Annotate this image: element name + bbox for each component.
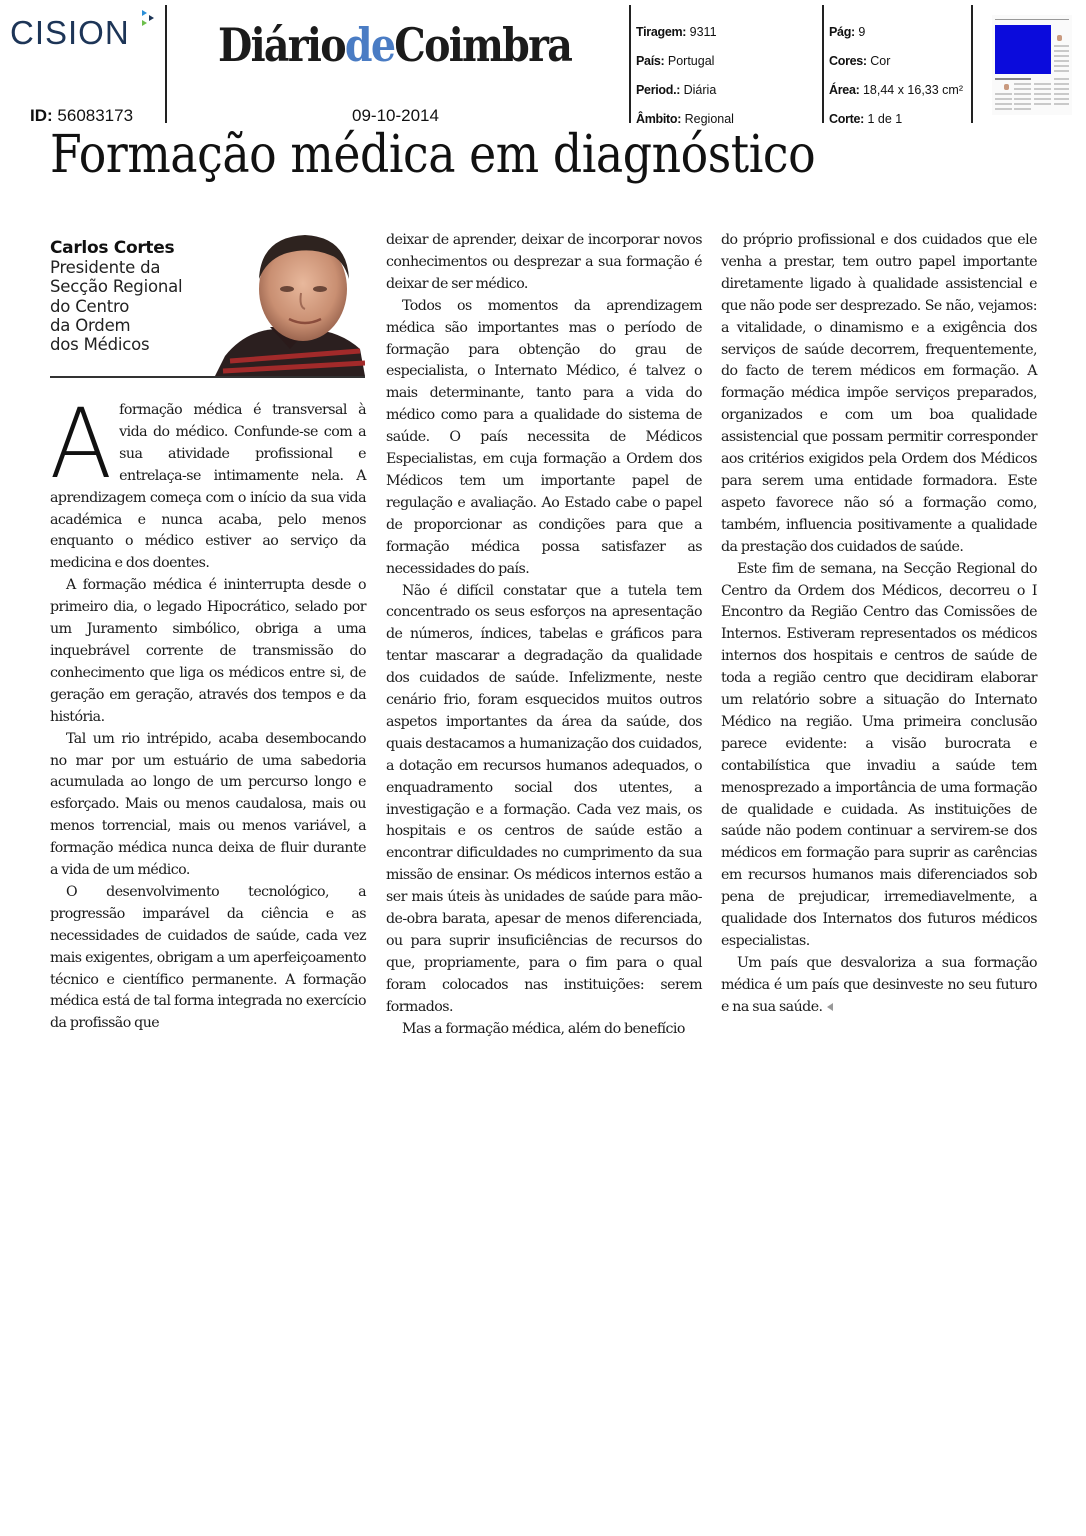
masthead-part2: de: [344, 18, 395, 72]
meta-key: Corte:: [829, 112, 865, 126]
author-role: [50, 258, 220, 354]
meta-row: [829, 105, 963, 134]
meta-divider-1: [629, 5, 631, 123]
paragraph-text: Um país que desvaloriza a sua formação médica é um país que desinveste no seu futuro e na sua saúde.: [721, 954, 1037, 1015]
clipping-id-label: ID:: [30, 106, 53, 125]
article-column-3: [721, 230, 1037, 1019]
meta-row: [829, 18, 963, 47]
drop-cap: A: [49, 388, 112, 500]
meta-row: [636, 18, 734, 47]
author-role-line: Secção Regional: [50, 277, 183, 297]
clipping-id: [30, 106, 133, 126]
meta-row: [636, 76, 734, 105]
meta-key: Âmbito:: [636, 112, 682, 126]
article-paragraph: Mas a formação médica, além do benefício: [402, 1020, 685, 1037]
meta-key: Tiragem:: [636, 25, 687, 39]
meta-key: Cores:: [829, 54, 867, 68]
meta-row: [829, 47, 963, 76]
meta-key: País:: [636, 54, 665, 68]
article-paragraph: [49, 388, 366, 575]
article-paragraph: Este fim de semana, na Secção Regional do Centro da Ordem dos Médicos, decorreu o I Encontro da Região Centro das Comissões de Internos. Estiveram representados os médicos internos dos hospitais e centros de saúde de toda a região centro que decidiram elaborar um relatório sobre a situação do Internato Médico na região. Uma primeira conclusão parece evidente: a visão burocrata e contabilística que invadiu a saúde tem menosprezado a importância de uma formação de qualidade e cuidada. As instituições de saúde não podem continuar a servirem-se dos médicos em formação para suprir as carências em recursos humanos mais diferenciados sob pena de prejudicar, irremediavelmente, a qualidade dos Internatos dos futuros médicos especialistas.: [721, 560, 1037, 949]
article-paragraph: Não é difícil constatar que a tutela tem concentrado os seus esforços na apresentação de números, índices, tabelas e gráficos para tentar mascarar a degradação da qualidade dos cuidados de saúde. Infelizmente, neste cenário frio, foram esquecidos muitos outros aspetos importantes da área da saúde, dos quais destacamos a humanização dos cuidados, a dotação em recursos humanos adequados, o enquadramento social dos utentes, a investigação e a formação. Cada vez mais, os hospitais e os centros de saúde estão a encontrar dificuldades no cumprimento da sua missão de ensinar. Os médicos internos estão a ser mais úteis às unidades de saúde para mão-de-obra barata, apesar de menos diferenciada, ou para suprir insuficiências de recursos do que, propriamente, para o fim para o qual foram colocados nas instituições: serem formados.: [386, 582, 702, 1015]
article-paragraph: [721, 953, 1037, 1019]
meta-row: [636, 47, 734, 76]
meta-value: Regional: [684, 112, 734, 126]
header-divider: [165, 5, 167, 123]
meta-value: 18,44 x 16,33 cm²: [862, 83, 964, 97]
article-headline: Formação médica em diagnóstico: [50, 125, 816, 185]
meta-divider-2: [822, 5, 824, 123]
meta-value: Cor: [870, 54, 891, 68]
meta-row: [829, 76, 963, 105]
author-role-line: Presidente da: [50, 258, 161, 277]
meta-value: Diária: [683, 83, 717, 97]
author-role-line: do Centro: [50, 296, 130, 316]
author-name: Carlos Cortes: [50, 238, 175, 258]
clipping-id-value: 56083173: [57, 106, 134, 125]
meta-key: Pág:: [829, 25, 855, 39]
masthead-part1: Diário: [218, 18, 345, 72]
article-paragraph: Tal um rio intrépido, acaba desembocando no mar por um estuário de uma sabedoria acumulada ao longo de um percurso longo e esforçado. Mais ou menos caudalosa, mais ou menos torrencial, mais ou menos variável, a formação médica nunca deixa de fluir durante a vida de um médico.: [50, 730, 366, 879]
article-paragraph: do próprio profissional e dos cuidados que ele venha a prestar, tem outro papel importante diretamente ligado à qualidade assistencial e que não pode ser desprezado. Se não, vejamos: a vitalidade, o dinamismo e a exigência dos serviços de saúde decorrem, frequentemente, do facto de terem médicos em formação. A formação médica impõe serviços preparados, organizados e com um boa qualidade assistencial que possam permitir corresponder aos critérios exigidos pela Ordem dos Médicos para serem uma entidade formadora. Este aspeto favorece não só a formação como, também, influencia positivamente a qualidade da prestação dos cuidados de saúde.: [721, 232, 1037, 555]
author-role-line: da Ordem: [50, 315, 131, 335]
article-column-1: [49, 388, 366, 1035]
meta-key: Área:: [829, 83, 860, 97]
meta-right: [829, 18, 963, 134]
author-byline: [50, 238, 365, 378]
article-column-2: [386, 230, 702, 1041]
masthead-part3: Coimbra: [394, 18, 572, 72]
publication-masthead: [218, 18, 571, 72]
meta-left: [636, 18, 734, 134]
article-paragraph: deixar de aprender, deixar de incorporar novos conhecimentos ou desprezar a sua formação é deixar de ser médico.: [386, 232, 702, 292]
publication-date: 09-10-2014: [352, 106, 439, 125]
meta-value: 9311: [689, 25, 717, 39]
author-photo: [215, 231, 365, 376]
cision-logo-text: CISION: [10, 14, 130, 51]
meta-divider-3: [971, 5, 973, 123]
end-of-article-icon: [827, 1003, 833, 1011]
author-role-line: dos Médicos: [50, 335, 150, 355]
meta-key: Period.:: [636, 83, 681, 97]
article-paragraph: Todos os momentos da aprendizagem médica são importantes mas o período de formação para obtenção do grau de especialista, o Internato Médico, é talvez o mais determinante, tanto para a vida do médico como para a qualidade do sistema de saúde. O país necessita de Médicos Especialistas, em cuja formação a Ordem dos Médicos tem um importante papel de regulação e avaliação. Ao Estado cabe o papel de proporcionar as condições para que a formação médica possa satisfazer as necessidades do país.: [386, 297, 702, 577]
meta-value: 9: [858, 25, 866, 39]
article-paragraph: O desenvolvimento tecnológico, a progressão imparável da ciência e as necessidades de cuidados de saúde, cada vez mais exigentes, obrigam a um aperfeiçoamento técnico e científico permanente. A formação médica está de tal forma integrada no exercício da profissão que: [50, 883, 366, 1032]
page-thumbnail-icon: [992, 15, 1072, 115]
article-paragraph: A formação médica é ininterrupta desde o primeiro dia, o legado Hipocrático, selado por um Juramento simbólico, obriga a uma inquebrável corrente de transmissão do conhecimento que liga os médicos entre si, de geração em geração, através dos tempos e da história.: [50, 577, 366, 725]
meta-value: 1 de 1: [867, 112, 903, 126]
meta-value: Portugal: [667, 54, 715, 68]
cision-arrows-icon: [140, 10, 158, 30]
paragraph-text: formação médica é transversal à vida do médico. Confunde-se com a sua atividade profissional e entrelaça-se intimamente nela. A aprendizagem começa com o início da sua vida académica e nunca acaba, pelo menos enquanto o médico estiver ao serviço da medicina e dos doentes.: [50, 402, 366, 572]
